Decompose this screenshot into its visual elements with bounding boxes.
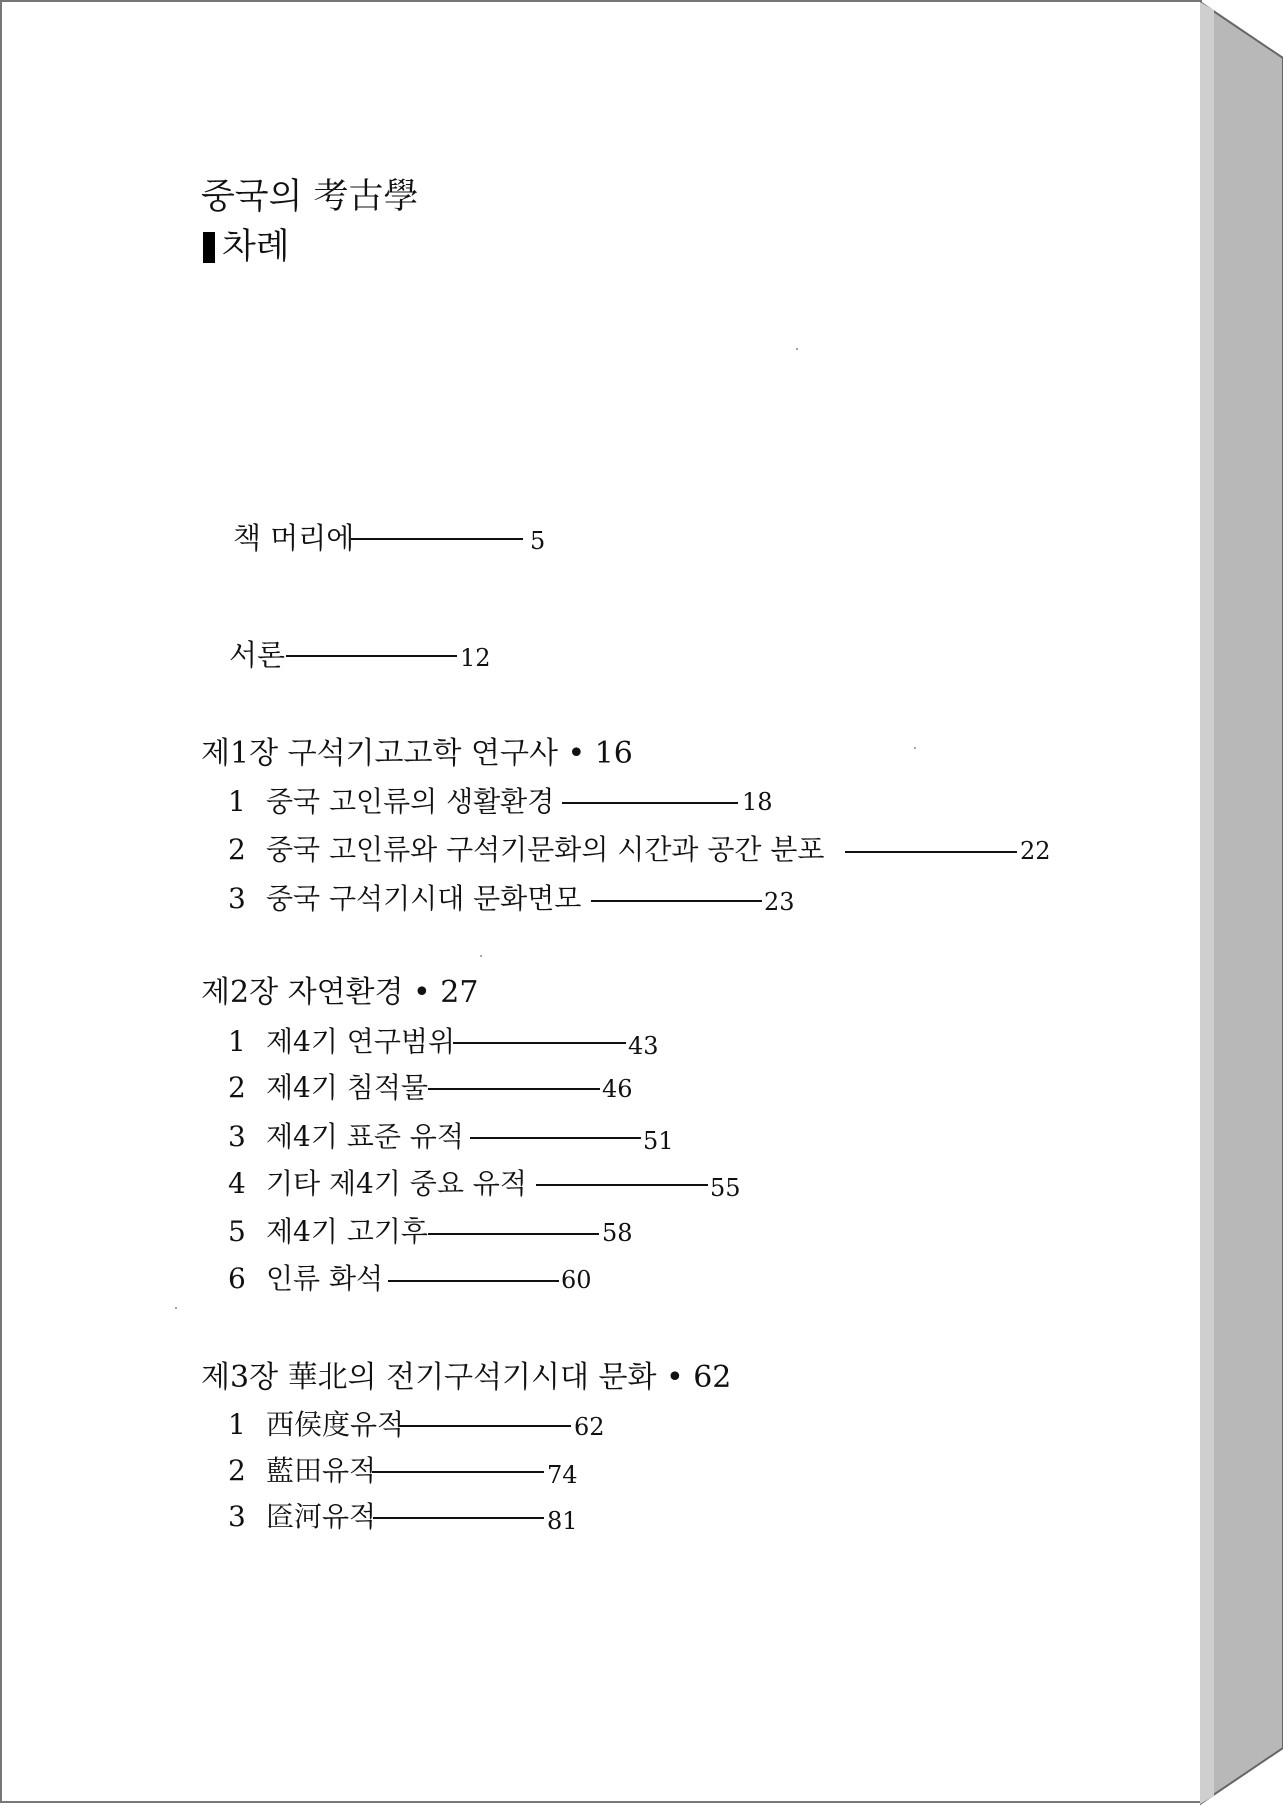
- page-number: 46: [602, 1075, 633, 1103]
- toc-heading: 차례: [222, 227, 290, 267]
- page-number: 18: [742, 788, 773, 816]
- page-number: 62: [574, 1413, 605, 1441]
- chapter-heading[interactable]: 제3장 華北의 전기구석기시대 문화 • 62: [201, 1360, 732, 1395]
- leader-line: [428, 1088, 600, 1090]
- page-number: 22: [1020, 837, 1051, 865]
- chapter-heading[interactable]: 제1장 구석기고고학 연구사 • 16: [201, 736, 633, 771]
- toc-entry-number: 4: [228, 1167, 246, 1200]
- toc-entry-label: 기타 제4기 중요 유적: [266, 1167, 527, 1200]
- leader-line: [399, 1425, 571, 1427]
- scan-speck: [914, 747, 916, 749]
- page-number: 55: [710, 1174, 741, 1202]
- toc-entry-number: 1: [228, 1025, 246, 1058]
- toc-entry-label: 匼河유적: [266, 1500, 377, 1533]
- toc-entry-number: 3: [228, 1120, 246, 1153]
- page-number: 12: [460, 644, 491, 672]
- toc-entry-label: 중국 고인류와 구석기문화의 시간과 공간 분포: [266, 833, 825, 866]
- toc-entry-label: 제4기 연구범위: [266, 1025, 456, 1058]
- toc-entry-label: 책 머리에: [233, 521, 355, 555]
- scan-speck: [480, 955, 482, 957]
- section-marker: [203, 232, 215, 263]
- page-number: 23: [764, 888, 795, 916]
- toc-entry-number: 6: [228, 1262, 246, 1295]
- toc-entry-label: 인류 화석: [266, 1262, 384, 1295]
- page-number: 58: [602, 1219, 633, 1247]
- toc-entry-number: 3: [228, 1500, 246, 1533]
- book-spine: [1200, 0, 1283, 1806]
- toc-entry-number: 5: [228, 1215, 246, 1248]
- leader-line: [470, 1137, 641, 1139]
- toc-entry-label: 중국 고인류의 생활환경: [266, 785, 555, 818]
- leader-line: [351, 538, 523, 540]
- leader-line: [562, 802, 738, 804]
- toc-entry-label: 제4기 표준 유적: [266, 1120, 464, 1153]
- leader-line: [845, 851, 1017, 853]
- toc-entry-label: 제4기 고기후: [266, 1215, 428, 1248]
- scan-speck: [175, 1307, 177, 1309]
- leader-line: [286, 655, 457, 657]
- leader-line: [428, 1233, 599, 1235]
- leader-line: [372, 1471, 544, 1473]
- toc-entry-label: 중국 구석기시대 문화면모: [266, 882, 582, 915]
- page-number: 43: [628, 1032, 659, 1060]
- leader-line: [388, 1280, 559, 1282]
- toc-entry-number: 1: [228, 1408, 246, 1441]
- toc-entry-label: 西侯度유적: [266, 1408, 405, 1441]
- page-number: 5: [530, 527, 546, 555]
- toc-entry-number: 3: [228, 882, 246, 915]
- scan-speck: [796, 348, 798, 350]
- leader-line: [536, 1184, 708, 1186]
- toc-entry-number: 2: [228, 833, 246, 866]
- page-number: 74: [547, 1461, 578, 1489]
- toc-entry-label: 제4기 침적물: [266, 1071, 428, 1104]
- toc-entry-label: 서론: [229, 638, 286, 672]
- page-number: 51: [643, 1127, 674, 1155]
- chapter-heading[interactable]: 제2장 자연환경 • 27: [201, 975, 479, 1010]
- leader-line: [453, 1042, 626, 1044]
- leader-line: [373, 1517, 544, 1519]
- toc-entry-number: 1: [228, 785, 246, 818]
- toc-entry-number: 2: [228, 1071, 246, 1104]
- page-number: 60: [561, 1266, 592, 1294]
- page-number: 81: [547, 1507, 578, 1535]
- toc-entry-label: 藍田유적: [266, 1454, 377, 1487]
- leader-line: [591, 900, 762, 902]
- book-title: 중국의 考古學: [201, 177, 419, 217]
- toc-entry-number: 2: [228, 1454, 246, 1487]
